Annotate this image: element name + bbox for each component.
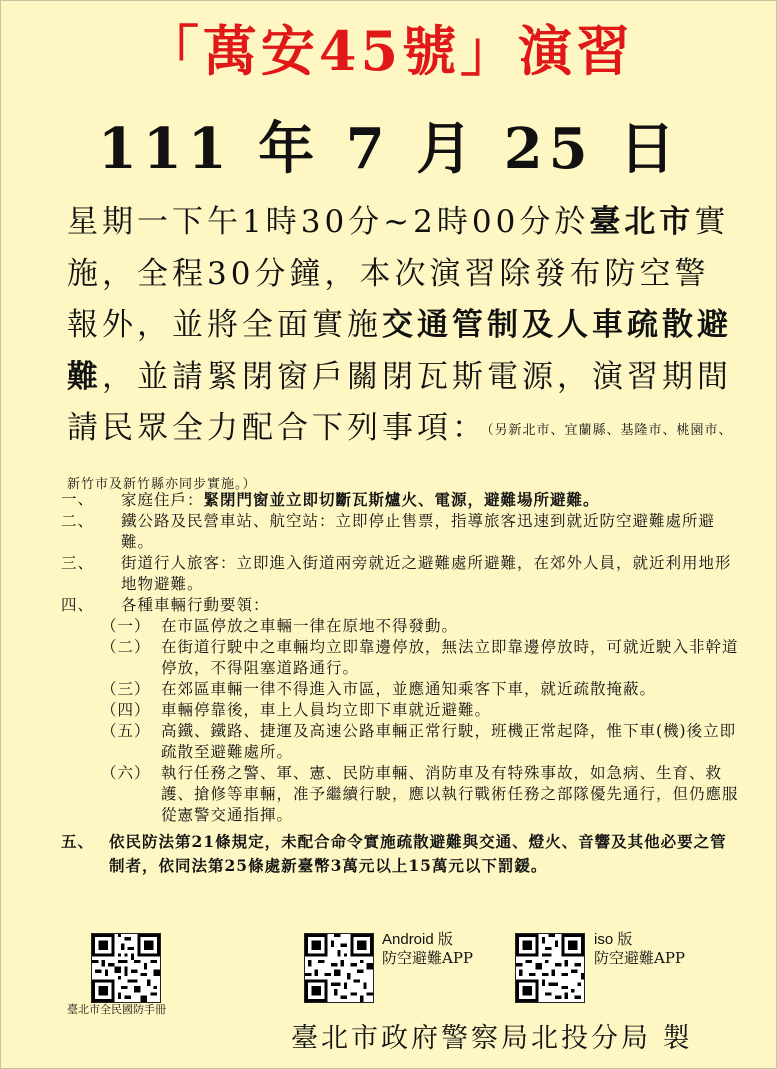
sub-item-text: 高鐵、鐵路、捷運及高速公路車輛正常行駛，班機正常起降，惟下車(機)後立即疏散至避難處所。 (161, 722, 737, 761)
penalty-item (61, 830, 741, 878)
intro-text-1: 星期一下午1時30分~2時00分於 (67, 204, 590, 240)
drill-date: 111 年 7 月 25 日 (97, 116, 682, 182)
item-number: 四、 (61, 596, 95, 614)
item-text: 鐵公路及民營車站、航空站：立即停止售票，指導旅客迅速到就近防空避難處所避難。 (121, 512, 716, 551)
ios-app-name: 防空避難APP (594, 949, 686, 967)
item-text: 各種車輛行動要領： (121, 596, 270, 614)
handbook-qr-code-icon[interactable] (91, 933, 161, 1003)
item-number: 一、 (61, 490, 95, 508)
ios-app-qr-code-icon[interactable] (515, 933, 585, 1003)
list-item (61, 489, 741, 511)
handbook-qr-caption: 臺北市全民國防手冊 (67, 1003, 166, 1016)
sub-item-number: （二） (101, 638, 151, 656)
sub-list-item (61, 763, 741, 826)
item-number: 三、 (61, 554, 95, 572)
qr-pattern (305, 934, 373, 1002)
intro-text-2: 實施，全程30分鐘，本次演習除發布防空警報外，並將全面實施 (67, 204, 730, 343)
intro-bold-traffic: 交通管制及人車疏散避難 (67, 307, 732, 395)
sub-list-item (61, 700, 741, 721)
instruction-list (61, 489, 741, 878)
item-number: 五、 (61, 832, 95, 851)
list-item (61, 553, 741, 595)
intro-paragraph (67, 197, 737, 510)
intro-text-3: ，並請緊閉窗戶關閉瓦斯電源，演習期間請民眾全力配合下列事項： (67, 358, 732, 446)
issuer-footer: 臺北市政府警察局北投分局 製 (291, 1023, 693, 1054)
penalty-text: 依民防法第21條規定，未配合命令實施疏散避難與交通、燈火、音響及其他必要之管制者，依同法第25條處新臺幣3萬元以上15萬元以下罰鍰。 (109, 832, 727, 875)
sub-item-text: 執行任務之警、軍、憲、民防車輛、消防車及有特殊事故，如急病、生育、救護、搶修等車輛，准予繼續行駛，應以執行戰術任務之部隊優先通行，但仍應服從憲警交通指揮。 (161, 764, 739, 824)
android-app-qr-code-icon[interactable] (304, 933, 374, 1003)
android-version-label: Android 版 (382, 931, 453, 948)
sub-item-text: 在郊區車輛一律不得進入市區，並應通知乘客下車，就近疏散掩蔽。 (161, 680, 657, 698)
android-app-name: 防空避難APP (382, 949, 474, 967)
sub-list-item (61, 637, 741, 679)
sub-item-text: 在市區停放之車輛一律在原地不得發動。 (161, 617, 459, 635)
item-label: 家庭住戶： (121, 491, 204, 509)
sub-list-item (61, 679, 741, 700)
ios-app-label (594, 931, 685, 967)
sub-item-number: （一） (101, 617, 151, 635)
sub-item-number: （四） (101, 701, 151, 719)
item-number: 二、 (61, 512, 95, 530)
intro-bold-city: 臺北市 (589, 204, 695, 240)
qr-pattern (516, 934, 584, 1002)
poster-title: 「萬安45號」演習 (144, 19, 635, 83)
qr-pattern (92, 934, 160, 1002)
sub-list-item (61, 721, 741, 763)
sub-item-number: （六） (101, 764, 151, 782)
sub-item-text: 在街道行駛中之車輛均立即靠邊停放，無法立即靠邊停放時，可就近駛入非幹道停放，不得阻塞道路通行。 (161, 638, 739, 677)
sub-item-number: （五） (101, 722, 151, 740)
sub-item-text: 車輛停靠後，車上人員均立即下車就近避難。 (161, 701, 492, 719)
intro-note: （另新北市、宜蘭縣、基隆市、桃園市、新竹市及新竹縣亦同步實施。） (67, 423, 733, 492)
ios-version-label: iso 版 (594, 931, 633, 948)
item-text: 緊閉門窗並立即切斷瓦斯爐火、電源，避難場所避難。 (203, 490, 600, 509)
list-item (61, 511, 741, 553)
list-item (61, 595, 741, 616)
item-text: 街道行人旅客：立即進入街道兩旁就近之避難處所避難，在郊外人員，就近利用地形地物避難。 (121, 554, 732, 593)
sub-item-number: （三） (101, 680, 151, 698)
sub-list-item (61, 616, 741, 637)
android-app-label (382, 931, 473, 967)
